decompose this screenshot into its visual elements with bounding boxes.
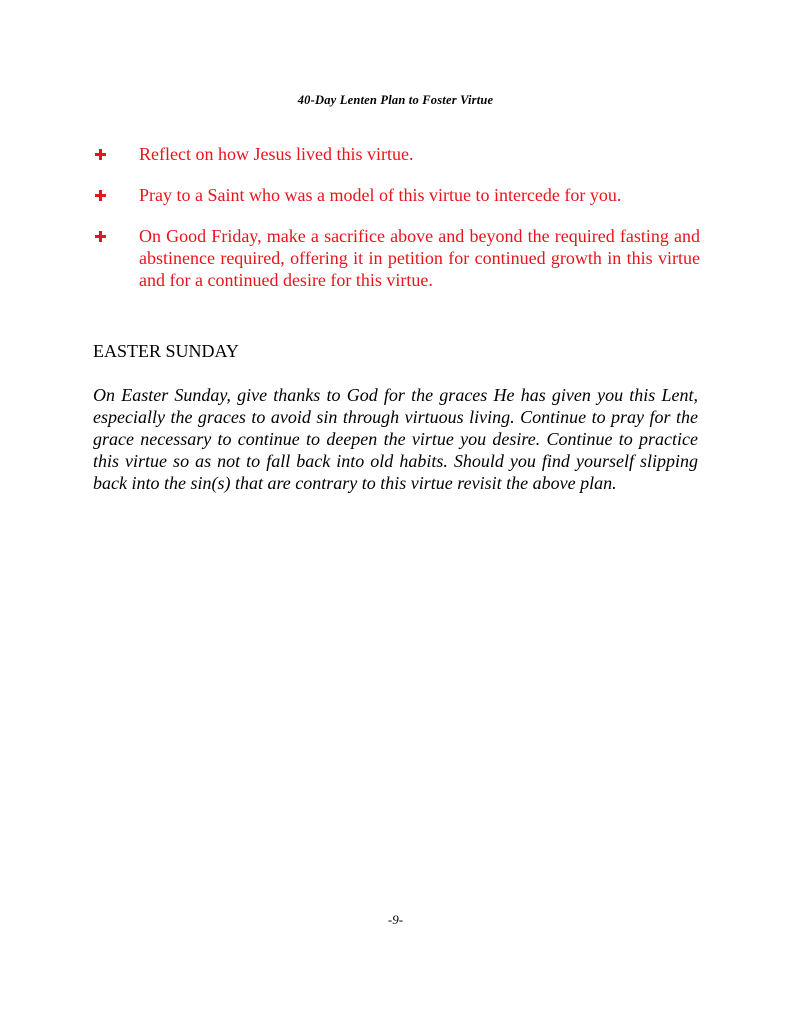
section-heading: EASTER SUNDAY (93, 341, 239, 361)
bullet-item (93, 225, 700, 291)
red-cross-icon (95, 190, 106, 201)
bullet-list (93, 143, 700, 310)
red-cross-icon (95, 149, 106, 160)
bullet-item (93, 143, 700, 165)
bullet-text: On Good Friday, make a sacrifice above and beyond the required fasting and abstinence required, offering it in petition for continued growth in this virtue and for a continued desire for this virtue. (139, 226, 700, 290)
body-paragraph: On Easter Sunday, give thanks to God for the graces He has given you this Lent, especially the graces to avoid sin through virtuous living. Continue to pray for the grace necessary to continue to deepen the virtue you desire. Continue to practice this virtue so as not to fall back into old habits. Should you find yourself slipping back into the sin(s) that are contrary to this virtue revisit the above plan. (93, 385, 698, 493)
red-cross-icon (95, 231, 106, 242)
page-number: -9- (387, 912, 404, 927)
bullet-text: Reflect on how Jesus lived this virtue. (139, 144, 414, 164)
bullet-item (93, 184, 700, 206)
bullet-text: Pray to a Saint who was a model of this virtue to intercede for you. (139, 185, 622, 205)
page-header: 40-Day Lenten Plan to Foster Virtue (297, 93, 494, 107)
